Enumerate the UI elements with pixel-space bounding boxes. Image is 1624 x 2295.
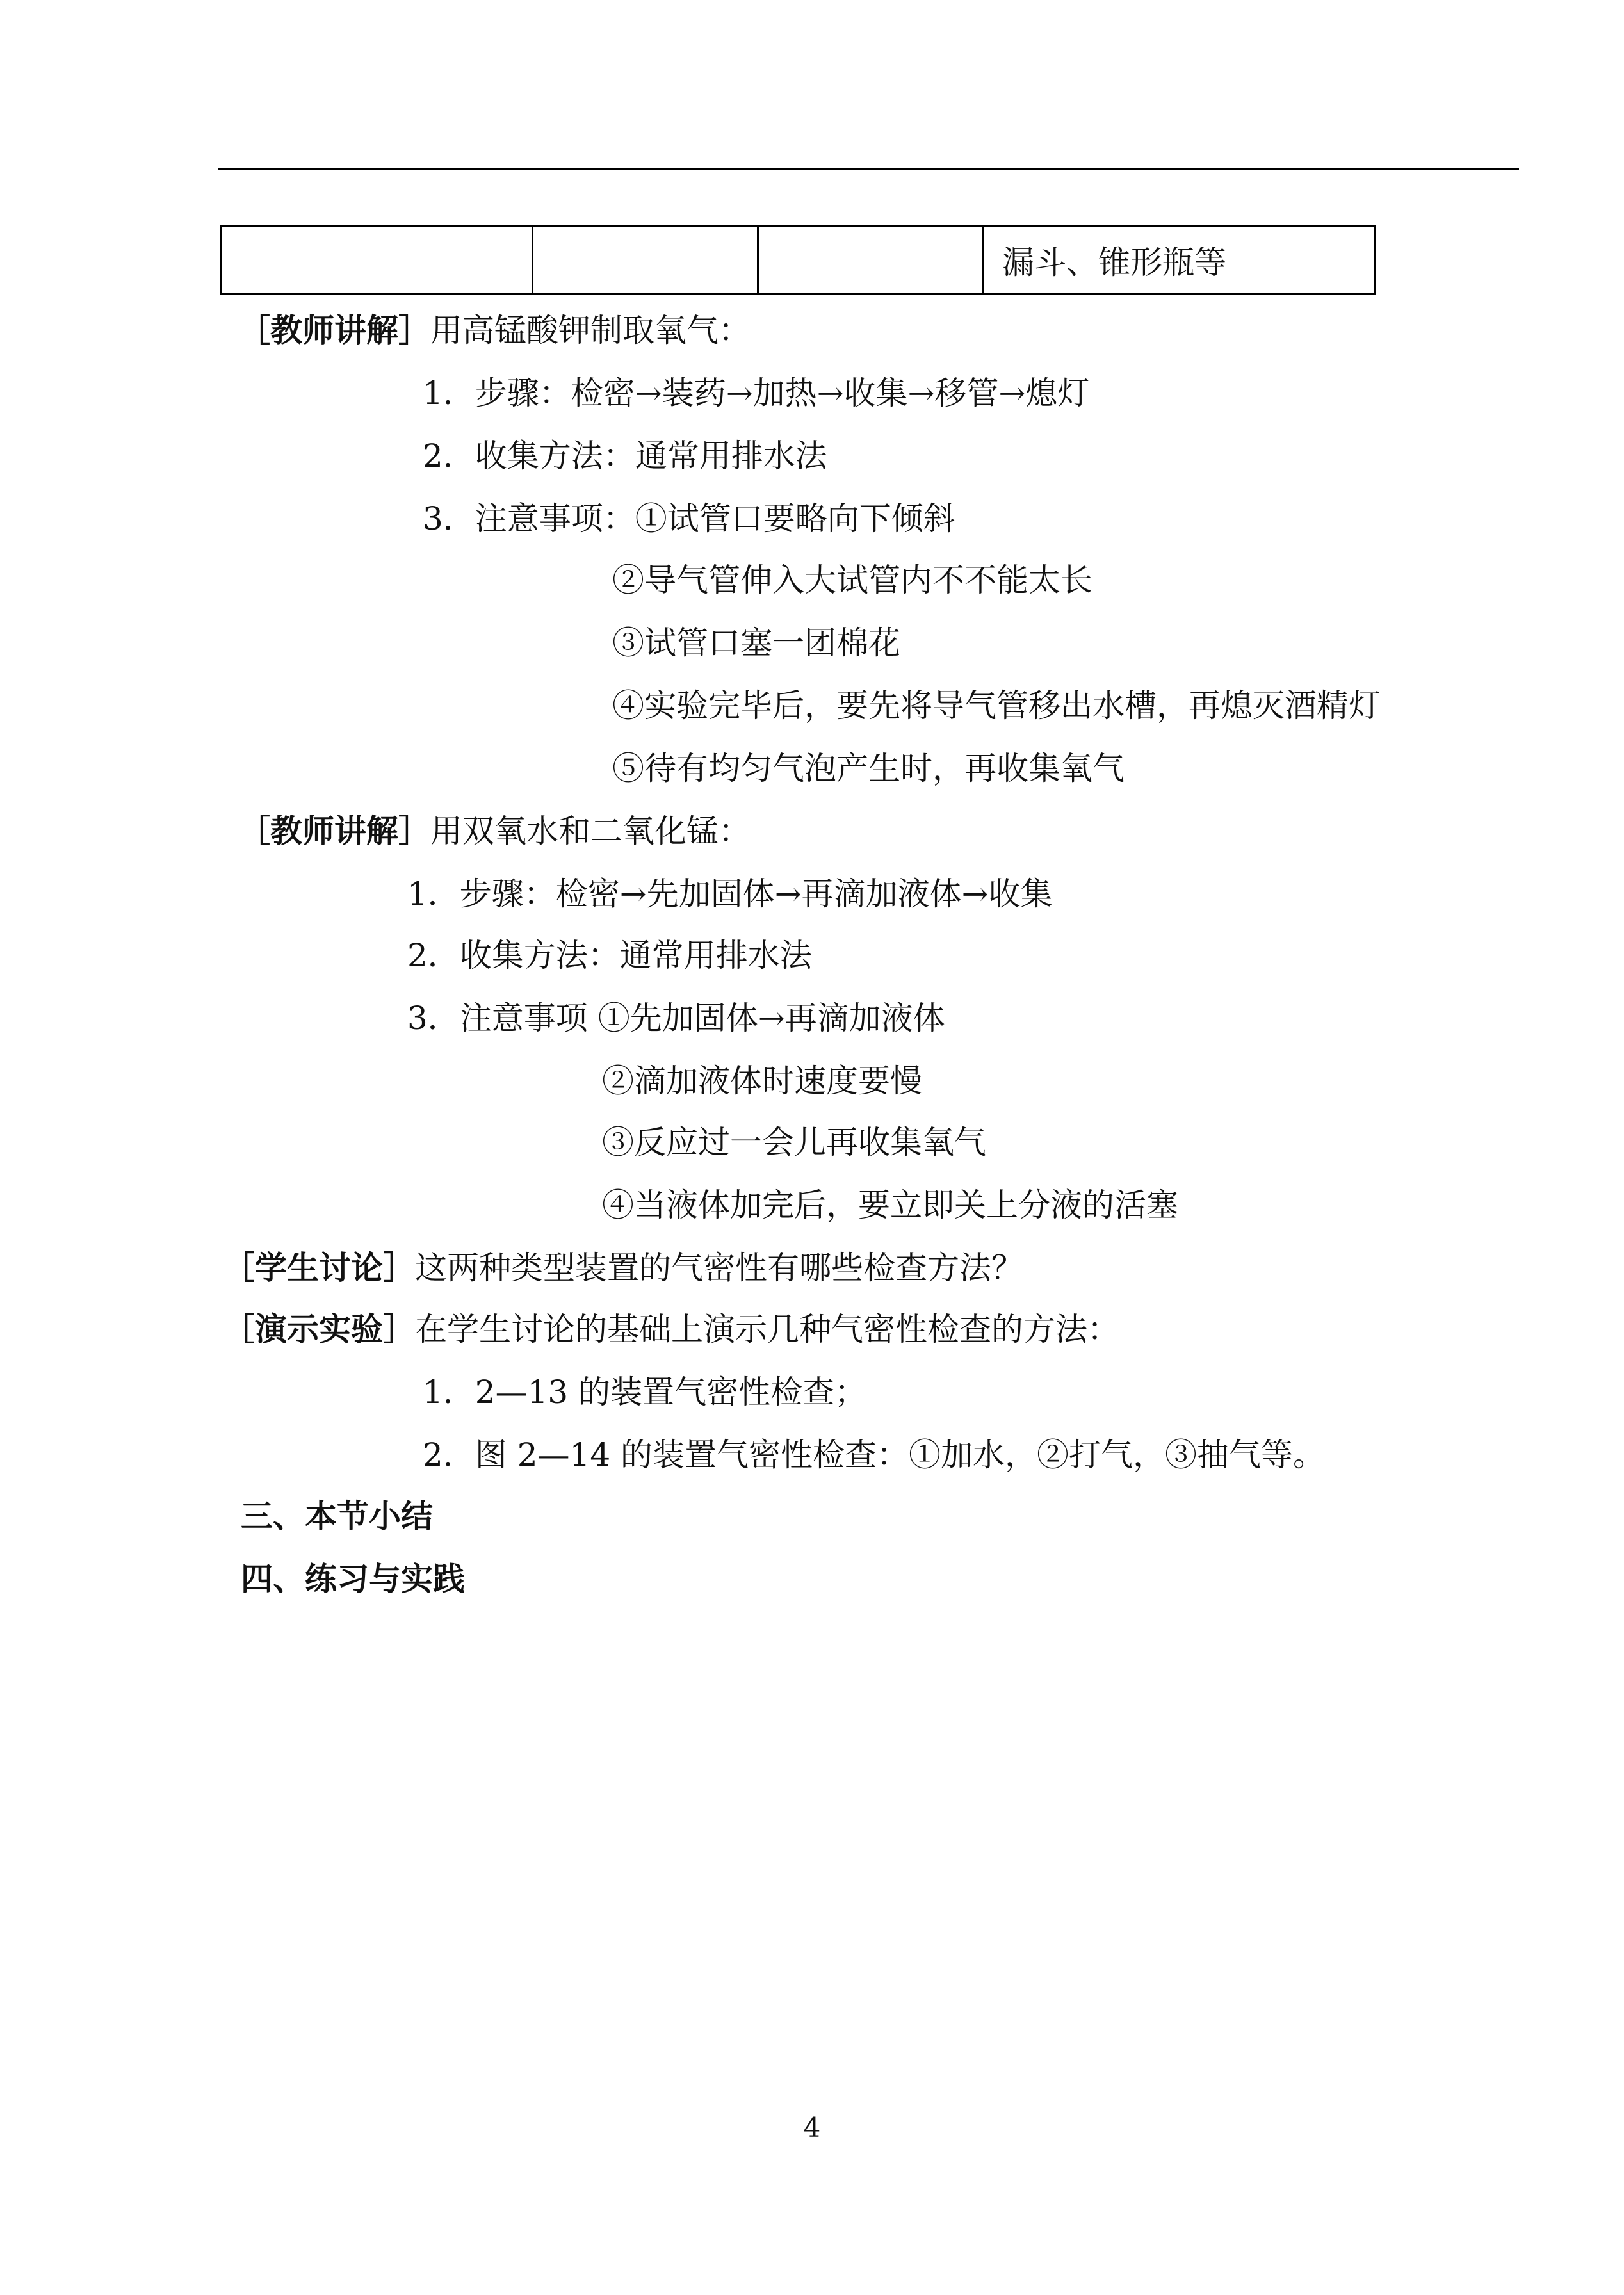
section1-tag: ［教师讲解］	[238, 312, 430, 349]
section1-title: 用高锰酸钾制取氧气：	[430, 312, 751, 349]
section1-step1: 1．步骤：检密→装药→加热→收集→移管→熄灯	[423, 375, 1090, 412]
section1-step2: 2．收集方法：通常用排水法	[423, 437, 827, 474]
section2-step1: 1．步骤：检密→先加固体→再滴加液体→收集	[407, 875, 1053, 912]
discussion-text: 这两种类型装置的气密性有哪些检查方法？	[415, 1249, 1023, 1286]
apparatus-table	[220, 225, 1376, 295]
practice-heading: 四、练习与实践	[241, 1561, 465, 1598]
section1-note: ⑤待有均匀气泡产生时，再收集氧气	[612, 750, 1125, 787]
section1-step3: 3．注意事项：①试管口要略向下倾斜	[423, 500, 955, 537]
section1-note: ④实验完毕后，要先将导气管移出水槽，再熄灭酒精灯	[612, 687, 1381, 724]
demo-item: 1．2—13 的装置气密性检查；	[423, 1374, 867, 1411]
section2-header	[238, 812, 751, 850]
section1-header	[238, 311, 751, 350]
page-number: 4	[803, 2112, 821, 2143]
section2-title: 用双氧水和二氧化锰：	[430, 813, 751, 850]
discussion-line	[223, 1249, 1023, 1287]
section2-note: ④当液体加完后，要立即关上分液的活塞	[602, 1187, 1178, 1224]
discussion-tag: ［学生讨论］	[223, 1249, 415, 1286]
demo-text: 在学生讨论的基础上演示几种气密性检查的方法：	[415, 1311, 1119, 1348]
table-row	[222, 227, 1376, 294]
summary-heading: 三、本节小结	[241, 1498, 433, 1535]
section2-note: ③反应过一会儿再收集氧气	[602, 1124, 986, 1161]
section1-note: ②导气管伸入大试管内不不能太长	[612, 562, 1092, 599]
section2-step3: 3．注意事项 ①先加固体→再滴加液体	[407, 1000, 945, 1037]
section1-note: ③试管口塞一团棉花	[612, 624, 900, 661]
demo-item: 2．图 2—14 的装置气密性检查：①加水，②打气，③抽气等。	[423, 1436, 1326, 1473]
table-cell	[758, 227, 984, 294]
section2-step2: 2．收集方法：通常用排水法	[407, 937, 812, 974]
section2-tag: ［教师讲解］	[238, 813, 430, 850]
table-cell	[533, 227, 758, 294]
demo-line	[223, 1310, 1119, 1349]
table-cell	[222, 227, 533, 294]
demo-tag: ［演示实验］	[223, 1311, 415, 1348]
header-rule	[218, 168, 1519, 170]
table-cell: 漏斗、锥形瓶等	[984, 227, 1376, 294]
section2-note: ②滴加液体时速度要慢	[602, 1062, 922, 1099]
